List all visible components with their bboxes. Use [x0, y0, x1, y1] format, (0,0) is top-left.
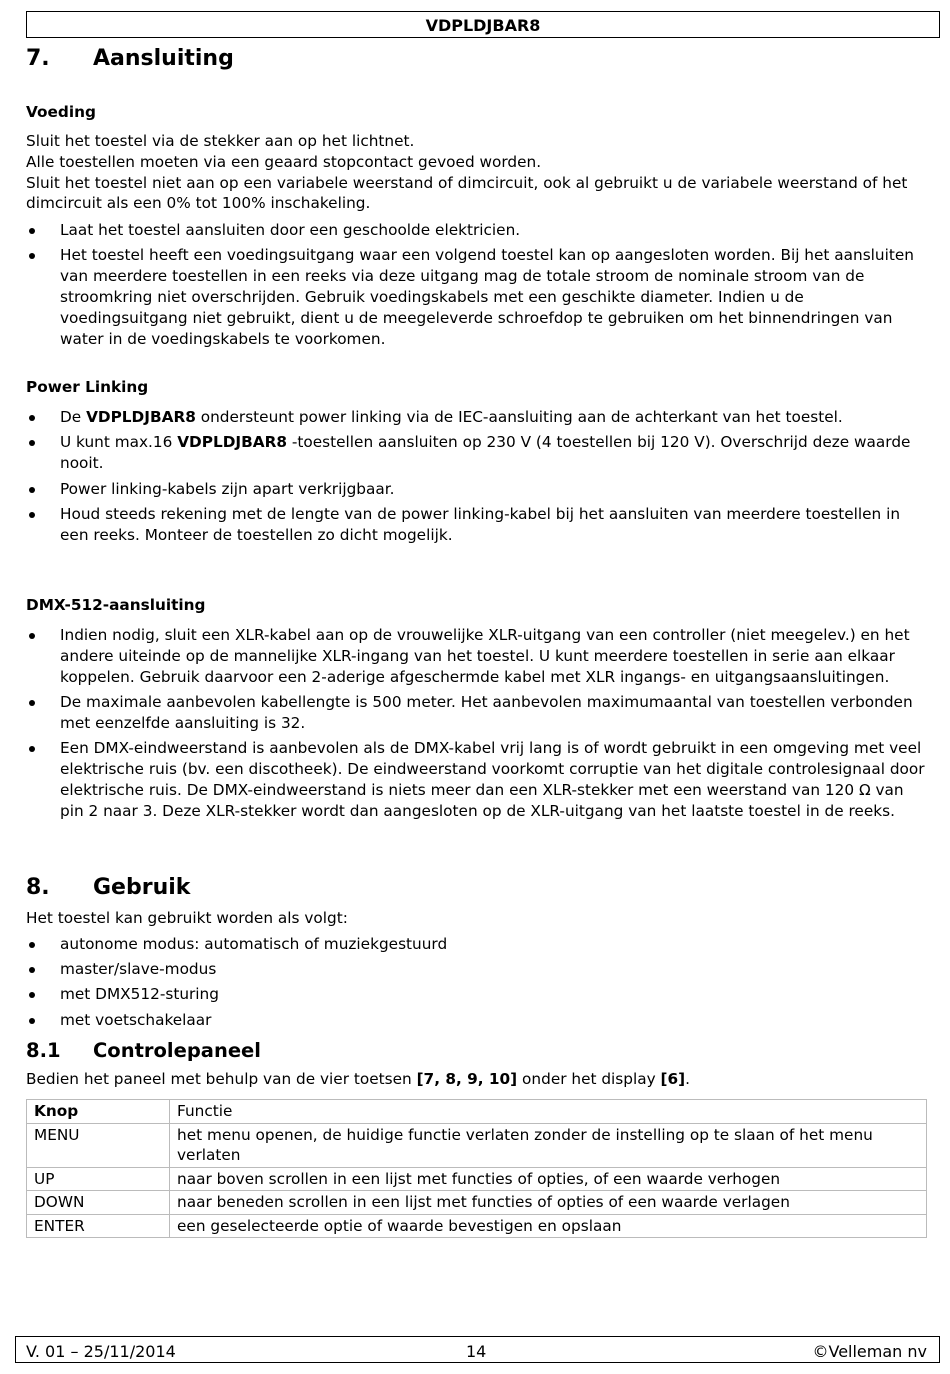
table-cell-key: DOWN	[27, 1191, 170, 1215]
list-item: Het toestel heeft een voedingsuitgang waar een volgend toestel kan op aangesloten worden. Bij het aansluiten van meerdere toestellen in een reeks via deze uitgang mag de totale stroom de nominale stroom van de stroomkring niet overschrijden. Gebruik voedingskabels met een geschikte diameter. Indien u de voedingsuitgang niet gebruikt, dient u de meegeleverde schroefdop te gebruiken om het binnendringen van water in de voedingskabels te voorkomen.	[26, 245, 931, 349]
subsection-8-1-heading	[26, 1038, 261, 1064]
table-cell-function: een geselecteerde optie of waarde bevestigen en opslaan	[170, 1214, 927, 1238]
table-header-row	[27, 1100, 927, 1124]
table-cell-function: het menu openen, de huidige functie verlaten zonder de instelling op te slaan of het menu verlaten	[170, 1123, 927, 1167]
section-title: Controlepaneel	[93, 1039, 261, 1062]
bullet-icon	[29, 942, 35, 948]
voeding-bullet-list	[26, 220, 931, 354]
bullet-icon	[29, 1018, 35, 1024]
bullet-icon	[29, 415, 35, 421]
section-number: 8.1	[26, 1039, 61, 1062]
gebruik-bullet-list	[26, 934, 931, 1035]
list-item: Power linking-kabels zijn apart verkrijgbaar.	[26, 479, 931, 500]
power-linking-bullet-list	[26, 407, 931, 550]
table-cell-key: ENTER	[27, 1214, 170, 1238]
bullet-icon	[29, 700, 35, 706]
key-reference: [7, 8, 9, 10]	[416, 1070, 518, 1088]
bullet-icon	[29, 746, 35, 752]
table-row	[27, 1123, 927, 1167]
section-number: 7.	[26, 46, 50, 71]
table-row	[27, 1167, 927, 1191]
list-item: met voetschakelaar	[26, 1010, 931, 1031]
page-header	[26, 11, 940, 38]
table-row	[27, 1191, 927, 1215]
header-product: VDPLDJBAR8	[425, 16, 541, 35]
bullet-icon	[29, 992, 35, 998]
bullet-icon	[29, 967, 35, 973]
section-number: 8.	[26, 875, 50, 900]
section-title: Gebruik	[93, 875, 191, 900]
page-footer	[15, 1336, 940, 1363]
control-panel-table	[26, 1099, 927, 1238]
table-cell-function: naar beneden scrollen in een lijst met functies of opties of een waarde verlagen	[170, 1191, 927, 1215]
footer-copyright: ©Velleman nv	[812, 1342, 927, 1361]
gebruik-intro: Het toestel kan gebruikt worden als volgt:	[26, 909, 348, 927]
section-title: Aansluiting	[93, 46, 234, 71]
table-cell-key: MENU	[27, 1123, 170, 1167]
controlepaneel-intro: Bedien het paneel met behulp van de vier toetsen [7, 8, 9, 10] onder het display [6].	[26, 1070, 691, 1088]
section-7-heading	[26, 45, 234, 73]
power-linking-heading: Power Linking	[26, 378, 149, 396]
list-item: Houd steeds rekening met de lengte van de power linking-kabel bij het aansluiten van meerdere toestellen in een reeks. Monteer de toestellen zo dicht mogelijk.	[26, 504, 931, 546]
text-line: Sluit het toestel via de stekker aan op het lichtnet.	[26, 132, 415, 150]
product-name: VDPLDJBAR8	[86, 408, 196, 426]
footer-page-number: 14	[466, 1342, 487, 1361]
bullet-icon	[29, 633, 35, 639]
text-line: Alle toestellen moeten via een geaard stopcontact gevoed worden.	[26, 152, 542, 171]
list-item: Laat het toestel aansluiten door een geschoolde elektricien.	[26, 220, 931, 241]
table-row	[27, 1214, 927, 1238]
list-item: autonome modus: automatisch of muziekgestuurd	[26, 934, 931, 955]
dmx-heading: DMX-512-aansluiting	[26, 596, 206, 614]
text-line: Sluit het toestel niet aan op een variabele weerstand of dimcircuit, ook al gebruikt u de variabele weerstand of het dimcircuit als een 0% tot 100% inschakeling.	[26, 173, 908, 213]
list-item: De maximale aanbevolen kabellengte is 500 meter. Het aanbevolen maximumaantal van toestellen verbonden met eenzelfde aansluiting is 32.	[26, 692, 931, 734]
bullet-icon	[29, 512, 35, 518]
list-item: Een DMX-eindweerstand is aanbevolen als de DMX-kabel vrij lang is of wordt gebruikt in een omgeving met veel elektrische ruis (bv. een discotheek). De eindweerstand voorkomt corruptie van het digitale controlesignaal door elektrische ruis. De DMX-eindweerstand is niets meer dan een XLR-stekker met een weerstand van 120 Ω van pin 2 naar 3. Deze XLR-stekker wordt dan aangesloten op de XLR-uitgang van het laatste toestel in de reeks.	[26, 738, 931, 821]
product-name: VDPLDJBAR8	[177, 433, 288, 452]
bullet-icon	[29, 253, 35, 259]
list-item: U kunt max.16 VDPLDJBAR8 -toestellen aansluiten op 230 V (4 toestellen bij 120 V). Overschrijd deze waarde nooit.	[26, 432, 931, 474]
bullet-icon	[29, 487, 35, 493]
column-header-knop: Knop	[27, 1100, 170, 1124]
bullet-icon	[29, 228, 35, 234]
list-item: Indien nodig, sluit een XLR-kabel aan op de vrouwelijke XLR-uitgang van een controller (niet meegelev.) en het andere uiteinde op de mannelijke XLR-ingang van het toestel. U kunt meerdere toestellen in serie aan elkaar koppelen. Gebruik daarvoor een 2-aderige afgeschermde kabel met XLR ingangs- en uitgangsaansluitingen.	[26, 625, 931, 687]
voeding-paragraph	[26, 131, 926, 214]
display-reference: [6]	[660, 1070, 686, 1088]
table-cell-key: UP	[27, 1167, 170, 1191]
footer-version: V. 01 – 25/11/2014	[26, 1342, 176, 1361]
list-item: master/slave-modus	[26, 959, 931, 980]
list-item: met DMX512-sturing	[26, 984, 931, 1005]
column-header-functie: Functie	[170, 1100, 927, 1124]
list-item: De VDPLDJBAR8 ondersteunt power linking via de IEC-aansluiting aan de achterkant van het toestel.	[26, 407, 931, 428]
voeding-heading: Voeding	[26, 103, 96, 121]
bullet-icon	[29, 440, 35, 446]
dmx-bullet-list	[26, 625, 931, 826]
table-cell-function: naar boven scrollen in een lijst met functies of opties, of een waarde verhogen	[170, 1167, 927, 1191]
section-8-heading	[26, 874, 190, 902]
